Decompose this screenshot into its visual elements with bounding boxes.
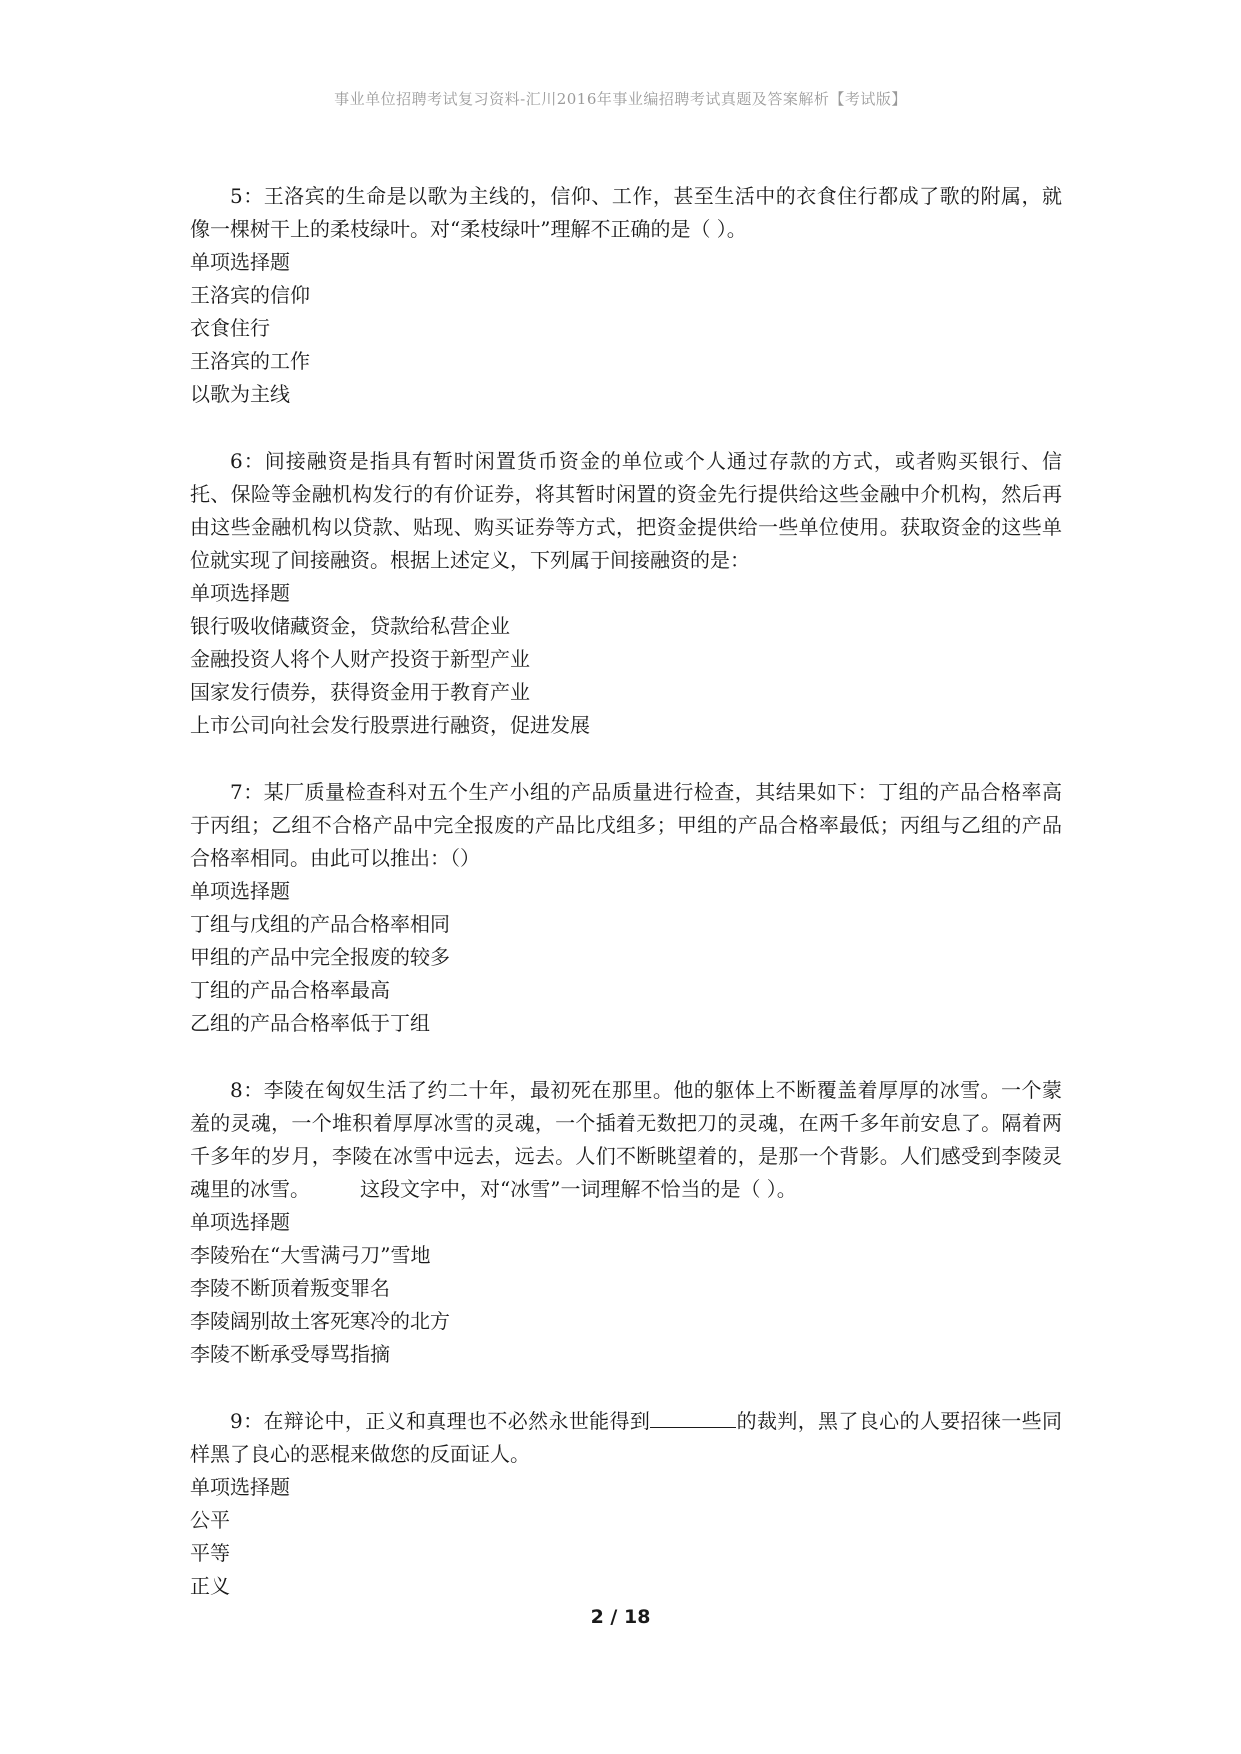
- question-8: [190, 1074, 1062, 1371]
- question-5: [190, 180, 1062, 411]
- option-item: 正义: [190, 1574, 230, 1598]
- question-type: 单项选择题: [190, 879, 290, 903]
- option-item: 以歌为主线: [190, 382, 290, 406]
- option-item: 丁组与戊组的产品合格率相同: [190, 912, 450, 936]
- fill-in-blank: [650, 1405, 736, 1428]
- option-item: 丁组的产品合格率最高: [190, 978, 390, 1002]
- question-6: [190, 445, 1062, 742]
- page-header: 事业单位招聘考试复习资料-汇川2016年事业编招聘考试真题及答案解析【考试版】: [334, 90, 907, 108]
- option-item: 李陵阔别故土客死寒冷的北方: [190, 1309, 450, 1333]
- document-body: [190, 180, 1062, 1637]
- option-item: 上市公司向社会发行股票进行融资，促进发展: [190, 713, 590, 737]
- question-stem-prompt: 这段文字中，对“冰雪”一词理解不恰当的是（ ）。: [360, 1177, 797, 1201]
- question-type: 单项选择题: [190, 1475, 290, 1499]
- option-item: 金融投资人将个人财产投资于新型产业: [190, 647, 530, 671]
- question-stem: [190, 1074, 1062, 1206]
- page-number: 2 / 18: [590, 1606, 651, 1628]
- question-type: 单项选择题: [190, 1210, 290, 1234]
- question-stem-passage: 8：李陵在匈奴生活了约二十年，最初死在那里。他的躯体上不断覆盖着厚厚的冰雪。一个蒙羞的灵魂，一个堆积着厚厚冰雪的灵魂，一个插着无数把刀的灵魂，在两千多年前安息了。隔着两千多年的岁月，李陵在冰雪中远去，远去。人们不断眺望着的，是那一个背影。人们感受到李陵灵魂里的冰雪。: [190, 1078, 1062, 1201]
- question-type: 单项选择题: [190, 250, 290, 274]
- question-7: [190, 776, 1062, 1040]
- option-item: 王洛宾的信仰: [190, 283, 310, 307]
- question-9: [190, 1405, 1062, 1603]
- option-item: 甲组的产品中完全报废的较多: [190, 945, 450, 969]
- question-stem: [190, 1405, 1062, 1471]
- question-stem: 6：间接融资是指具有暂时闲置货币资金的单位或个人通过存款的方式，或者购买银行、信托、保险等金融机构发行的有价证券，将其暂时闲置的资金先行提供给这些金融中介机构，然后再由这些金融机构以贷款、贴现、购买证券等方式，把资金提供给一些单位使用。获取资金的这些单位就实现了间接融资。根据上述定义，下列属于间接融资的是：: [190, 449, 1062, 572]
- option-item: 国家发行债券，获得资金用于教育产业: [190, 680, 530, 704]
- question-stem: 5：王洛宾的生命是以歌为主线的，信仰、工作，甚至生活中的衣食住行都成了歌的附属，就像一棵树干上的柔枝绿叶。对“柔枝绿叶”理解不正确的是（ ）。: [190, 184, 1062, 241]
- option-item: 李陵不断承受辱骂指摘: [190, 1342, 390, 1366]
- option-item: 公平: [190, 1508, 230, 1532]
- option-item: 乙组的产品合格率低于丁组: [190, 1011, 430, 1035]
- option-item: 王洛宾的工作: [190, 349, 310, 373]
- option-item: 李陵不断顶着叛变罪名: [190, 1276, 390, 1300]
- question-type: 单项选择题: [190, 581, 290, 605]
- option-item: 衣食住行: [190, 316, 270, 340]
- option-item: 平等: [190, 1541, 230, 1565]
- question-stem: 7：某厂质量检查科对五个生产小组的产品质量进行检查，其结果如下：丁组的产品合格率高于丙组；乙组不合格产品中完全报废的产品比戊组多；甲组的产品合格率最低；丙组与乙组的产品合格率相同。由此可以推出：（）: [190, 780, 1062, 870]
- option-item: 银行吸收储藏资金，贷款给私营企业: [190, 614, 510, 638]
- question-stem-part-1: 9：在辩论中，正义和真理也不必然永世能得到: [230, 1409, 651, 1433]
- option-item: 李陵殆在“大雪满弓刀”雪地: [190, 1243, 431, 1267]
- question-stem-part-2: 的裁判，黑了良心的人要招徕一些同样黑了良心的恶棍来做您的反面证人。: [190, 1409, 1063, 1466]
